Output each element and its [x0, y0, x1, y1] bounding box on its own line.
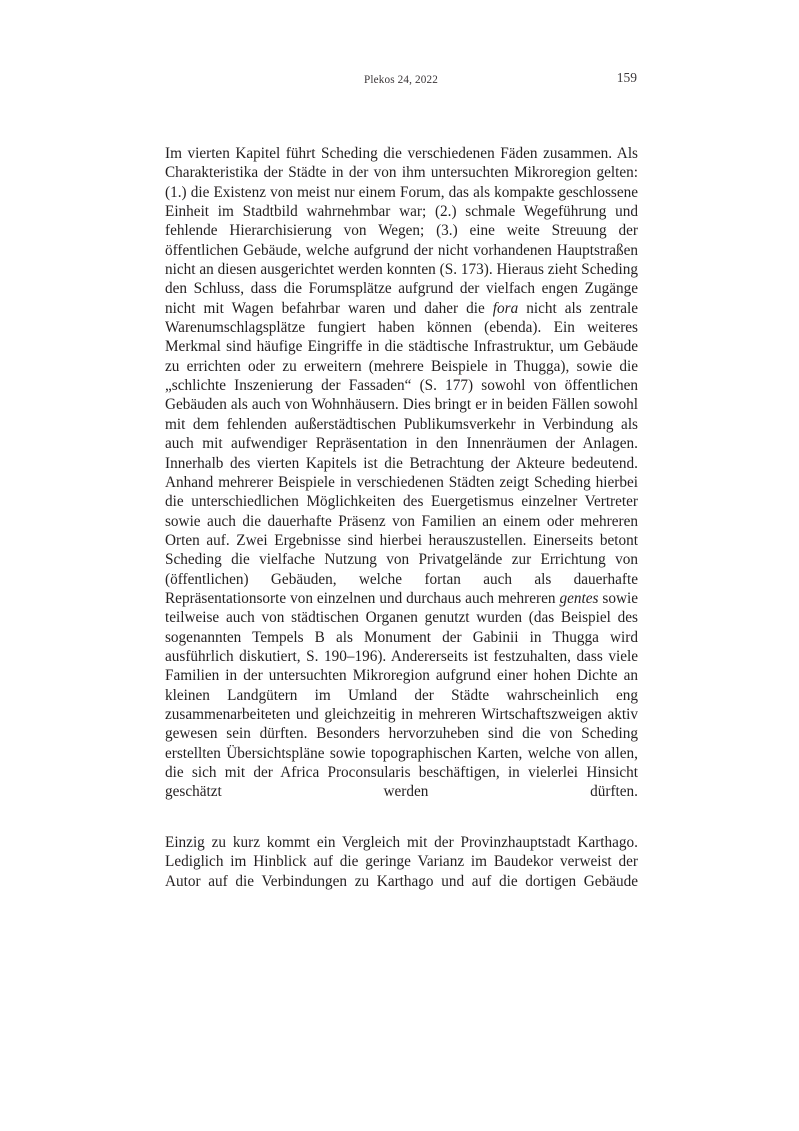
paragraph-chapter-four: [165, 144, 638, 821]
running-head: Plekos 24, 2022: [363, 74, 439, 86]
paragraph-karthago: Einzig zu kurz kommt ein Vergleich mit der Provinzhauptstadt Karthago. Lediglich im Hinblick auf die geringe Varianz im Baudekor verweist der Autor auf die Verbindungen zu Karthago und auf die dortigen Gebäude: [165, 834, 638, 890]
page-number: 159: [616, 70, 637, 85]
body-text-column: [165, 144, 638, 910]
paragraph-text-segment-1: Im vierten Kapitel führt Scheding die verschiedenen Fäden zusammen. Als Charakteristika der Städte in der von ihm untersuchten Mikroregion gelten: (1.) die Existenz von meist nur einem Forum, das als kompakte geschlossene Einheit im Stadtbild wahrnehmbar war; (2.) schmale Wegeführung und fehlende Hierarchisierung von Wegen; (3.) eine weite Streuung der öffentlichen Gebäude, welche aufgrund der nicht vorhandenen Hauptstraßen nicht an diesen ausgerichtet werden konnten (S. 173). Hieraus zieht Scheding den Schluss, dass die Forumsplätze aufgrund der vielfach engen Zugänge nicht mit Wagen befahrbar waren und daher die: [165, 145, 638, 317]
paragraph-text-segment-2: nicht als zentrale Warenumschlagsplätze fungiert haben können (ebenda). Ein weiteres Merkmal sind häufige Eingriffe in die städtische Infrastruktur, um Gebäude zu errichten oder zu erweitern (mehrere Beispiele in Thugga), sowie die „schlichte Inszenierung der Fassaden“ (S. 177) sowohl von öffentlichen Gebäuden als auch von Wohnhäusern. Dies bringt er in beiden Fällen sowohl mit dem fehlenden außerstädtischen Publikumsverkehr in Verbindung als auch mit aufwendiger Repräsentation in den Innenräumen der Anlagen. Innerhalb des vierten Kapitels ist die Betrachtung der Akteure bedeutend. Anhand mehrerer Beispiele in verschiedenen Städten zeigt Scheding hierbei die unterschiedlichen Möglichkeiten des Euergetismus einzelner Vertreter sowie auch die dauerhafte Präsenz von Familien an einem oder mehreren Orten auf. Zwei Ergebnisse sind hierbei herauszustellen. Einerseits betont Scheding die vielfache Nutzung von Privatgelände zur Errichtung von (öffentlichen) Gebäuden, welche fortan auch als dauerhafte Repräsentationsorte von einzelnen und durchaus auch mehreren: [165, 299, 638, 607]
paragraph-text-segment-3: sowie teilweise auch von städtischen Organen genutzt wurden (das Beispiel des sogenannten Tempels B als Monument der Gabinii in Thugga wird ausführlich diskutiert, S. 190–196). Andererseits ist festzuhalten, dass viele Familien in der untersuchten Mikroregion aufgrund einer hohen Dichte an kleinen Landgütern im Umland der Städte wahrscheinlich eng zusammenarbeiteten und gleichzeitig in mehreren Wirtschaftszweigen aktiv gewesen sein dürften. Besonders hervorzuheben sind die von Scheding erstellten Übersichtspläne sowie topographischen Karten, welche von allen, die sich mit der Africa Proconsularis beschäftigen, in vielerlei Hinsicht geschätzt werden dürften.: [165, 589, 638, 801]
latin-term-gentes: gentes: [559, 589, 599, 607]
latin-term-fora: fora: [492, 299, 519, 317]
